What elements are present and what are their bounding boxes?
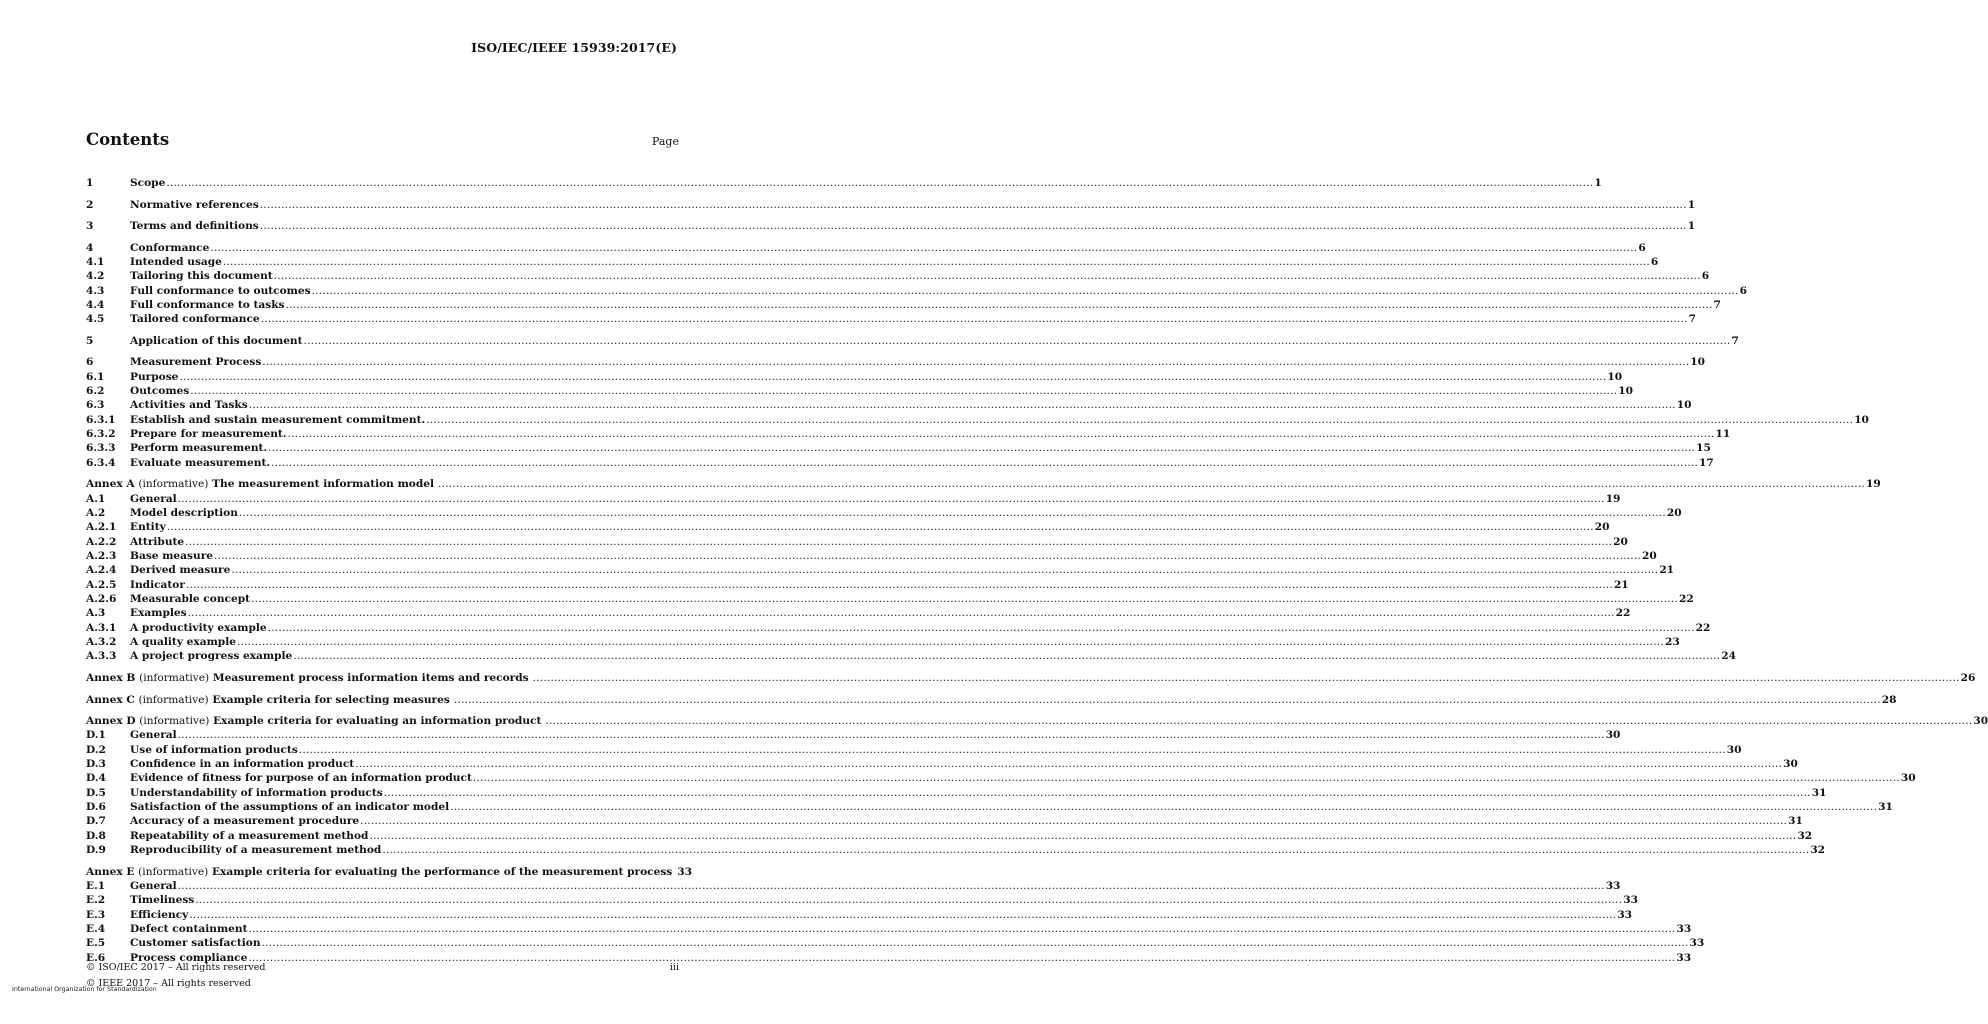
toc-dot-leader: ................................................................................................................................................................................................................................................................................................................................................................................................................ xyxy=(369,829,1797,842)
toc-annex-letter: A xyxy=(126,478,135,491)
toc-entry-page: 33 xyxy=(1676,923,1692,936)
toc-entry-page: 1 xyxy=(1594,177,1602,189)
toc-entry-page: 10 xyxy=(1607,370,1623,383)
toc-entry-page: 1 xyxy=(1687,220,1696,233)
toc-entry-number: 6.3.2 xyxy=(86,428,116,441)
toc-entry-page: 7 xyxy=(1713,298,1721,311)
toc-entry-number: A.2.5 xyxy=(86,578,117,591)
toc-entry-title: Repeatability of a measurement method xyxy=(130,829,369,842)
toc-entry-number: E.5 xyxy=(86,937,106,950)
toc-entry-title: Tailored conformance xyxy=(130,313,260,326)
toc-entry-number: D.7 xyxy=(86,815,106,828)
toc-dot-leader: ................................................................................................................................................................................................................................................................................................................................................................................................................ xyxy=(355,758,1783,771)
toc-entry[interactable] xyxy=(86,635,1680,649)
toc-annex-letter: D xyxy=(126,715,136,728)
toc-entry-number: A.2 xyxy=(86,507,106,519)
toc-entry-page: 30 xyxy=(1726,743,1742,756)
toc-annex-label: Annex xyxy=(86,715,123,728)
toc-dot-leader: ................................................................................................................................................................................................................................................................................................................................................................................................................ xyxy=(248,923,1676,936)
toc-annex-letter: C xyxy=(126,693,135,706)
toc-annex-title xyxy=(86,714,544,728)
toc-entry-number: A.3.2 xyxy=(86,636,117,649)
toc-entry-number: D.9 xyxy=(86,844,106,857)
toc-entry[interactable] xyxy=(86,757,1798,771)
toc-entry-title: Measurement process information items and records xyxy=(212,671,529,684)
toc-entry-page: 30 xyxy=(1783,758,1798,771)
toc-dot-leader: ................................................................................................................................................................................................................................................................................................................................................................................................................ xyxy=(187,607,1615,620)
contents-title: Contents xyxy=(86,130,170,149)
toc-entry[interactable] xyxy=(86,520,1610,534)
toc-entry-title: Attribute xyxy=(130,535,185,548)
toc-entry-number: D.3 xyxy=(86,758,106,771)
toc-dot-leader: ................................................................................................................................................................................................................................................................................................................................................................................................................ xyxy=(450,801,1878,814)
toc-annex-letter: E xyxy=(126,865,135,878)
toc-entry-number: 4.3 xyxy=(86,284,105,297)
toc-entry[interactable] xyxy=(86,786,1827,800)
toc-dot-leader: ................................................................................................................................................................................................................................................................................................................................................................................................................ xyxy=(472,772,1900,785)
toc-entry-page: 1 xyxy=(1687,198,1696,211)
toc-dot-leader: ................................................................................................................................................................................................................................................................................................................................................................................................................ xyxy=(251,593,1678,606)
toc-annex-title xyxy=(86,477,437,491)
toc-entry-number: A.1 xyxy=(86,492,106,505)
toc-entry[interactable] xyxy=(86,606,1631,620)
toc-entry[interactable] xyxy=(86,312,1697,326)
toc-entry[interactable] xyxy=(86,908,1633,922)
toc-entry[interactable] xyxy=(86,535,1628,549)
footer-copyright-ieee: © IEEE 2017 – All rights reserved xyxy=(86,978,251,989)
toc-entry-number: A.3 xyxy=(86,607,106,620)
toc-entry-page: 33 xyxy=(1689,937,1705,950)
toc-entry-number: E.2 xyxy=(86,894,106,907)
toc-entry-page: 10 xyxy=(1854,413,1869,426)
toc-annex-label: Annex xyxy=(86,671,123,684)
toc-annex-informative: (informative) xyxy=(138,865,209,878)
toc-entry-title: Defect containment xyxy=(130,923,248,936)
toc-annex-entry[interactable] xyxy=(86,714,1988,728)
page-column-label: Page xyxy=(651,135,679,148)
toc-entry-number: 4.2 xyxy=(86,270,105,283)
toc-entry[interactable] xyxy=(86,592,1694,606)
toc-entry[interactable] xyxy=(86,800,1893,814)
toc-entry-title: Accuracy of a measurement procedure xyxy=(130,815,360,828)
toc-entry-title: Scope xyxy=(130,177,166,189)
toc-entry-title: Examples xyxy=(130,607,187,620)
toc-entry-page: 33 xyxy=(1605,880,1621,892)
toc-dot-leader: ................................................................................................................................................................................................................................................................................................................................................................................................................ xyxy=(261,937,1689,950)
toc-dot-leader: ................................................................................................................................................................................................................................................................................................................................................................................................................ xyxy=(382,844,1810,857)
toc-entry[interactable] xyxy=(86,936,1705,950)
toc-entry-title: Activities and Tasks xyxy=(130,399,248,412)
toc-dot-leader: ................................................................................................................................................................................................................................................................................................................................................................................................................ xyxy=(426,413,1854,426)
toc-dot-leader: ................................................................................................................................................................................................................................................................................................................................................................................................................ xyxy=(179,370,1607,383)
toc-entry-title: Model description xyxy=(130,507,238,519)
toc-annex-title xyxy=(86,865,675,879)
toc-entry-page: 6 xyxy=(1701,270,1710,283)
toc-entry[interactable] xyxy=(86,441,1711,455)
toc-entry-number: 6.3.3 xyxy=(86,442,116,455)
toc-entry-number: 6.3.1 xyxy=(86,413,116,426)
toc-entry-page: 23 xyxy=(1664,636,1680,649)
toc-annex-title xyxy=(86,671,532,685)
toc-dot-leader: ................................................................................................................................................................................................................................................................................................................................................................................................................ xyxy=(177,729,1605,742)
toc-entry-number: 5 xyxy=(86,334,94,347)
toc-entry[interactable] xyxy=(86,563,1675,577)
toc-entry-title: Intended usage xyxy=(130,255,222,268)
toc-entry-page: 33 xyxy=(1676,951,1692,964)
toc-dot-leader: ................................................................................................................................................................................................................................................................................................................................................................................................................ xyxy=(195,894,1623,907)
toc-entry-page: 6 xyxy=(1739,284,1747,297)
toc-entry-title: Prepare for measurement. xyxy=(130,428,287,441)
toc-entry-number: A.3.3 xyxy=(86,650,117,663)
toc-dot-leader: ................................................................................................................................................................................................................................................................................................................................................................................................................ xyxy=(177,880,1605,892)
toc-entry-page: 31 xyxy=(1788,815,1803,828)
toc-entry-title: Outcomes xyxy=(130,385,190,398)
toc-entry-title: Evaluate measurement. xyxy=(130,456,271,469)
toc-entry-title: A productivity example xyxy=(130,621,267,634)
footer xyxy=(86,962,679,973)
toc-entry-page: 6 xyxy=(1638,241,1646,254)
toc-entry-page: 7 xyxy=(1688,313,1697,326)
toc-entry-page: 10 xyxy=(1618,385,1633,398)
watermark-stamp: International Organization for Standardization xyxy=(12,986,157,993)
toc-dot-leader: ................................................................................................................................................................................................................................................................................................................................................................................................................ xyxy=(185,535,1613,548)
toc-entry-page: 30 xyxy=(1973,715,1988,728)
toc-entry-number: A.2.1 xyxy=(86,521,117,534)
toc-dot-leader: ................................................................................................................................................................................................................................................................................................................................................................................................................ xyxy=(298,743,1726,756)
toc-annex-informative: (informative) xyxy=(138,693,209,706)
toc-entry[interactable] xyxy=(86,384,1633,398)
toc-entry-number: E.4 xyxy=(86,923,106,936)
toc-dot-leader: ................................................................................................................................................................................................................................................................................................................................................................................................................ xyxy=(360,815,1788,828)
toc-annex-label: Annex xyxy=(86,693,123,706)
toc-dot-leader: ................................................................................................................................................................................................................................................................................................................................................................................................................ xyxy=(214,550,1641,563)
toc-entry-number: D.6 xyxy=(86,801,106,814)
toc-entry[interactable] xyxy=(86,219,1696,233)
toc-annex-entry[interactable] xyxy=(86,477,1881,491)
toc-annex-entry[interactable] xyxy=(86,671,1976,685)
toc-dot-leader: ................................................................................................................................................................................................................................................................................................................................................................................................................ xyxy=(311,284,1739,297)
toc-entry-number: 6.1 xyxy=(86,370,105,383)
table-of-contents xyxy=(86,176,1988,965)
toc-entry[interactable] xyxy=(86,829,1813,843)
toc-entry-title: Confidence in an information product xyxy=(130,758,355,771)
toc-entry-title: Terms and definitions xyxy=(130,220,259,233)
toc-entry-title: Full conformance to outcomes xyxy=(130,284,311,297)
toc-entry-number: E.6 xyxy=(86,951,106,964)
toc-dot-leader: ................................................................................................................................................................................................................................................................................................................................................................................................................ xyxy=(273,270,1701,283)
toc-entry[interactable] xyxy=(86,492,1621,506)
toc-entry-page: 20 xyxy=(1594,521,1610,534)
toc-entry-page: 10 xyxy=(1676,399,1692,412)
toc-entry-page: 7 xyxy=(1731,334,1739,347)
toc-entry-title: Indicator xyxy=(130,578,185,591)
toc-dot-leader: ................................................................................................................................................................................................................................................................................................................................................................................................................ xyxy=(287,428,1715,441)
toc-annex-informative: (informative) xyxy=(138,478,209,491)
toc-dot-leader: ................................................................................................................................................................................................................................................................................................................................................................................................................ xyxy=(210,241,1638,254)
toc-dot-leader: ................................................................................................................................................................................................................................................................................................................................................................................................................ xyxy=(303,334,1731,347)
toc-entry-title: Entity xyxy=(130,521,166,534)
toc-entry-title: Purpose xyxy=(130,370,179,383)
toc-dot-leader: ................................................................................................................................................................................................................................................................................................................................................................................................................ xyxy=(231,564,1659,577)
toc-entry-page: 20 xyxy=(1666,507,1682,519)
toc-entry-page: 22 xyxy=(1615,607,1631,620)
toc-dot-leader: ................................................................................................................................................................................................................................................................................................................................................................................................................ xyxy=(293,650,1721,663)
toc-entry-title: Reproducibility of a measurement method xyxy=(130,844,382,857)
toc-entry-page: 11 xyxy=(1715,428,1731,441)
toc-entry-title: Customer satisfaction xyxy=(130,937,261,950)
toc-entry[interactable] xyxy=(86,578,1629,592)
toc-dot-leader: ................................................................................................................................................................................................................................................................................................................................................................................................................ xyxy=(248,399,1676,412)
toc-entry[interactable] xyxy=(86,814,1803,828)
toc-entry-number: A.2.3 xyxy=(86,550,117,563)
toc-entry-number: 4.4 xyxy=(86,298,105,311)
toc-entry-page: 15 xyxy=(1696,442,1711,455)
toc-entry-page: 32 xyxy=(1797,829,1813,842)
toc-entry[interactable] xyxy=(86,649,1737,663)
toc-entry-number: A.3.1 xyxy=(86,621,117,634)
toc-entry[interactable] xyxy=(86,922,1692,936)
toc-entry[interactable] xyxy=(86,893,1639,907)
toc-entry[interactable] xyxy=(86,355,1706,369)
toc-entry-title: A quality example xyxy=(130,636,236,649)
toc-entry-number: D.8 xyxy=(86,829,106,842)
toc-entry[interactable] xyxy=(86,456,1714,470)
toc-entry-number: A.2.2 xyxy=(86,535,117,548)
toc-entry-title: Tailoring this document xyxy=(130,270,273,283)
toc-entry-page: 30 xyxy=(1605,729,1621,742)
toc-dot-leader: ................................................................................................................................................................................................................................................................................................................................................................................................................ xyxy=(383,786,1811,799)
toc-entry-page: 22 xyxy=(1695,621,1711,634)
toc-entry-number: D.4 xyxy=(86,772,106,785)
toc-entry[interactable] xyxy=(86,549,1657,563)
toc-entry-page: 32 xyxy=(1810,844,1826,857)
toc-entry-page: 33 xyxy=(1617,908,1633,921)
toc-entry-number: 3 xyxy=(86,220,94,233)
toc-entry-number: 6 xyxy=(86,356,94,369)
toc-dot-leader: ................................................................................................................................................................................................................................................................................................................................................................................................................ xyxy=(260,313,1688,326)
toc-entry-title: Measurement Process xyxy=(130,356,262,369)
toc-entry-page: 21 xyxy=(1613,578,1629,591)
toc-entry-page: 21 xyxy=(1659,564,1675,577)
toc-entry-title: Conformance xyxy=(130,241,210,254)
toc-dot-leader: ................................................................................................................................................................................................................................................................................................................................................................................................................ xyxy=(189,908,1617,921)
toc-dot-leader: ................................................................................................................................................................................................................................................................................................................................................................................................................ xyxy=(177,492,1605,505)
document-header-id: ISO/IEC/IEEE 15939:2017(E) xyxy=(471,40,677,55)
toc-entry-page: 24 xyxy=(1721,650,1737,663)
toc-entry-page: 30 xyxy=(1900,772,1916,785)
toc-entry-title: General xyxy=(130,729,177,742)
toc-entry-number: 2 xyxy=(86,198,94,211)
toc-entry-number: D.5 xyxy=(86,786,106,799)
toc-entry-title: Process compliance xyxy=(130,951,248,964)
toc-dot-leader: ................................................................................................................................................................................................................................................................................................................................................................................................................ xyxy=(438,478,1865,491)
toc-entry-title: Example criteria for selecting measures xyxy=(212,693,450,706)
toc-dot-leader: ................................................................................................................................................................................................................................................................................................................................................................................................................ xyxy=(268,442,1696,455)
toc-entry-number: D.1 xyxy=(86,729,106,742)
toc-entry[interactable] xyxy=(86,398,1692,412)
toc-entry-page: 31 xyxy=(1811,786,1827,799)
toc-dot-leader: ................................................................................................................................................................................................................................................................................................................................................................................................................ xyxy=(236,636,1664,649)
toc-entry[interactable] xyxy=(86,771,1916,785)
toc-annex-informative: (informative) xyxy=(139,715,210,728)
toc-entry[interactable] xyxy=(86,506,1682,520)
toc-dot-leader: ................................................................................................................................................................................................................................................................................................................................................................................................................ xyxy=(271,456,1699,469)
footer-copyright-iso: © ISO/IEC 2017 – All rights reserved xyxy=(86,962,266,973)
toc-entry-page: 22 xyxy=(1679,593,1694,606)
toc-entry[interactable] xyxy=(86,370,1623,384)
toc-entry[interactable] xyxy=(86,176,1602,190)
toc-dot-leader: ................................................................................................................................................................................................................................................................................................................................................................................................................ xyxy=(262,356,1690,369)
toc-dot-leader: ................................................................................................................................................................................................................................................................................................................................................................................................................ xyxy=(222,255,1650,268)
toc-entry[interactable] xyxy=(86,255,1659,269)
toc-entry-title: Derived measure xyxy=(130,564,231,577)
footer-page-number: iii xyxy=(669,962,679,973)
toc-entry-page: 6 xyxy=(1650,255,1659,268)
toc-entry-page: 33 xyxy=(677,865,693,878)
toc-entry-page: 28 xyxy=(1881,693,1897,706)
toc-entry-page: 20 xyxy=(1642,550,1657,563)
toc-entry-title: Full conformance to tasks xyxy=(130,298,285,311)
toc-entry-page: 10 xyxy=(1690,356,1706,369)
toc-dot-leader: ................................................................................................................................................................................................................................................................................................................................................................................................................ xyxy=(267,621,1695,634)
toc-annex-entry[interactable] xyxy=(86,693,1897,707)
toc-dot-leader: ................................................................................................................................................................................................................................................................................................................................................................................................................ xyxy=(285,298,1713,311)
toc-entry[interactable] xyxy=(86,269,1710,283)
toc-entry-number: A.2.4 xyxy=(86,564,117,577)
toc-entry-title: Efficiency xyxy=(130,908,189,921)
toc-entry-title: Use of information products xyxy=(130,743,298,756)
toc-dot-leader: ................................................................................................................................................................................................................................................................................................................................................................................................................ xyxy=(238,507,1666,519)
toc-entry-number: 4.1 xyxy=(86,255,105,268)
toc-entry-number: A.2.6 xyxy=(86,593,117,606)
toc-entry-page: 33 xyxy=(1623,894,1639,907)
toc-dot-leader: ................................................................................................................................................................................................................................................................................................................................................................................................................ xyxy=(453,693,1881,706)
toc-annex-letter: B xyxy=(126,671,136,684)
toc-entry-page: 17 xyxy=(1699,456,1714,469)
toc-dot-leader: ................................................................................................................................................................................................................................................................................................................................................................................................................ xyxy=(185,578,1613,591)
toc-entry[interactable] xyxy=(86,427,1731,441)
toc-entry-number: 6.3 xyxy=(86,399,105,412)
toc-entry[interactable] xyxy=(86,879,1621,893)
toc-annex-label: Annex xyxy=(86,865,123,878)
toc-entry-title: Example criteria for evaluating an information product xyxy=(213,715,542,728)
toc-dot-leader: ................................................................................................................................................................................................................................................................................................................................................................................................................ xyxy=(532,671,1960,684)
toc-entry[interactable] xyxy=(86,298,1721,312)
toc-dot-leader: ................................................................................................................................................................................................................................................................................................................................................................................................................ xyxy=(545,715,1973,728)
toc-entry[interactable] xyxy=(86,241,1646,255)
toc-entry[interactable] xyxy=(86,728,1621,742)
toc-entry-title: Establish and sustain measurement commitment. xyxy=(130,413,426,426)
toc-entry-number: E.3 xyxy=(86,908,106,921)
toc-entry-title: Evidence of fitness for purpose of an information product xyxy=(130,772,472,785)
toc-entry-number: 1 xyxy=(86,177,94,189)
toc-entry-title: Example criteria for evaluating the performance of the measurement process xyxy=(211,865,673,878)
toc-entry-number: E.1 xyxy=(86,880,106,892)
toc-entry-title: Base measure xyxy=(130,550,214,563)
toc-entry-title: The measurement information model xyxy=(212,478,435,491)
toc-annex-title xyxy=(86,693,453,707)
toc-entry-page: 31 xyxy=(1878,801,1893,814)
toc-entry-number: 6.3.4 xyxy=(86,456,116,469)
toc-entry[interactable] xyxy=(86,284,1747,298)
toc-entry-title: Satisfaction of the assumptions of an indicator model xyxy=(130,801,450,814)
toc-entry-title: A project progress example xyxy=(130,650,293,663)
toc-entry[interactable] xyxy=(86,621,1711,635)
toc-entry-page: 26 xyxy=(1960,671,1976,684)
toc-dot-leader: ................................................................................................................................................................................................................................................................................................................................................................................................................ xyxy=(190,385,1618,398)
toc-entry-title: General xyxy=(130,880,177,892)
toc-entry-number: 4 xyxy=(86,241,94,254)
toc-annex-label: Annex xyxy=(86,478,123,491)
toc-entry-number: D.2 xyxy=(86,743,106,756)
toc-entry-title: Understandability of information products xyxy=(130,786,383,799)
toc-entry-title: Perform measurement. xyxy=(130,442,268,455)
toc-annex-informative: (informative) xyxy=(139,671,210,684)
toc-entry-page: 19 xyxy=(1605,492,1621,505)
toc-entry-number: 4.5 xyxy=(86,313,105,326)
toc-entry-title: Application of this document xyxy=(130,334,303,347)
toc-entry-title: Normative references xyxy=(130,198,259,211)
toc-annex-entry[interactable] xyxy=(86,865,693,879)
toc-entry[interactable] xyxy=(86,334,1739,348)
toc-dot-leader: ................................................................................................................................................................................................................................................................................................................................................................................................................ xyxy=(259,198,1687,211)
toc-entry[interactable] xyxy=(86,843,1826,857)
toc-dot-leader: ................................................................................................................................................................................................................................................................................................................................................................................................................ xyxy=(166,521,1594,534)
toc-dot-leader: ................................................................................................................................................................................................................................................................................................................................................................................................................ xyxy=(259,220,1687,233)
toc-entry-page: 19 xyxy=(1866,478,1881,491)
toc-entry[interactable] xyxy=(86,743,1742,757)
toc-entry-title: Measurable concept xyxy=(130,593,251,606)
toc-entry[interactable] xyxy=(86,413,1869,427)
toc-entry-number: 6.2 xyxy=(86,385,105,398)
toc-entry-title: Timeliness xyxy=(130,894,195,907)
toc-entry-page: 20 xyxy=(1613,535,1628,548)
toc-entry[interactable] xyxy=(86,198,1696,212)
toc-entry-title: General xyxy=(130,492,177,505)
toc-dot-leader: ................................................................................................................................................................................................................................................................................................................................................................................................................ xyxy=(166,177,1594,189)
toc-dot-leader: ................................................................................................................................................................................................................................................................................................................................................................................................................ xyxy=(248,951,1676,964)
